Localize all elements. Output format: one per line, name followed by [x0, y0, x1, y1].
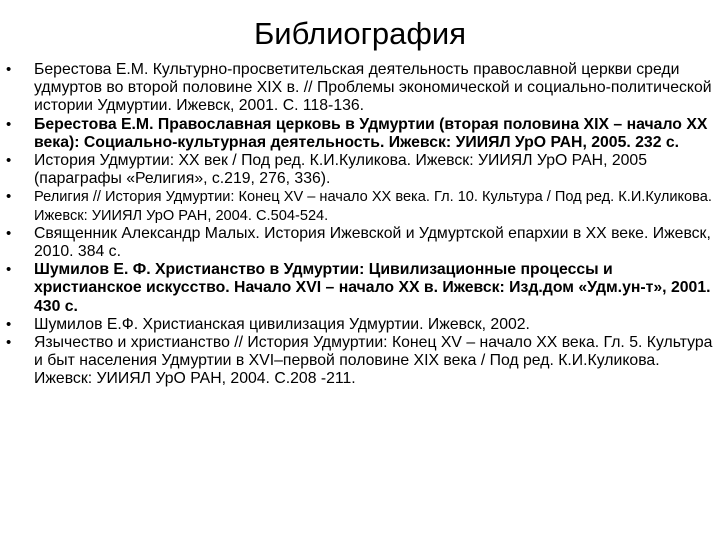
bibliography-item — [0, 225, 720, 261]
bullet-icon: • — [6, 224, 12, 242]
bibliography-item — [0, 316, 720, 334]
bibliography-item-text: Берестова Е.М. Православная церковь в Удмуртии (вторая половина XIX – начало XX века): Социально-культурная деятельность. Ижевск: УИИЯЛ УрО РАН, 2005. 232 с. — [34, 115, 708, 151]
bibliography-item-text: История Удмуртии: XX век / Под ред. К.И.Куликова. Ижевск: УИИЯЛ УрО РАН, 2005 (параграфы «Религия», с.219, 276, 336). — [34, 152, 648, 188]
slide-title: Библиография — [253, 16, 467, 51]
bullet-icon: • — [6, 188, 12, 206]
bibliography-list — [0, 61, 720, 389]
bullet-icon: • — [6, 115, 12, 133]
bullet-icon: • — [6, 315, 12, 333]
bibliography-item — [0, 188, 720, 224]
bibliography-item-text: Берестова Е.М. Культурно-просветительская деятельность православной церкви среди удмуртов во второй половине XIX в. // Проблемы экономической и социально-политической истории Удмуртии. Ижевск, 2001. С. 118-136. — [34, 61, 712, 115]
bibliography-item-text: Шумилов Е. Ф. Христианство в Удмуртии: Цивилизационные процессы и христианское искусство. Начало XVI – начало XX в. Ижевск: Изд.дом «Удм.ун-т», 2001. 430 с. — [34, 261, 711, 315]
bibliography-item-text: Шумилов Е.Ф. Христианская цивилизация Удмуртии. Ижевск, 2002. — [34, 315, 530, 333]
bibliography-item — [0, 116, 720, 152]
bullet-icon: • — [6, 61, 12, 78]
bullet-icon: • — [6, 334, 12, 352]
bibliography-item — [0, 152, 720, 188]
bibliography-item-text: Религия // История Удмуртии: Конец XV – начало XX века. Гл. 10. Культура / Под ред. К.И.Куликова. Ижевск: УИИЯЛ УрО РАН, 2004. С.504-524. — [34, 189, 712, 224]
bibliography-item — [0, 261, 720, 316]
bibliography-item — [0, 61, 720, 116]
bullet-icon: • — [6, 261, 12, 279]
bullet-icon: • — [6, 152, 12, 170]
bibliography-item — [0, 334, 720, 389]
bibliography-item-text: Язычество и христианство // История Удмуртии: Конец XV – начало XX века. Гл. 5. Культура и быт населения Удмуртии в XVI–первой половине XIX века / Под ред. К.И.Куликова. Ижевск: УИИЯЛ УрО РАН, 2004. С.208 -211. — [34, 334, 713, 388]
bibliography-item-text: Священник Александр Малых. История Ижевской и Удмуртской епархии в XX веке. Ижевск, 2010. 384 с. — [34, 224, 711, 261]
